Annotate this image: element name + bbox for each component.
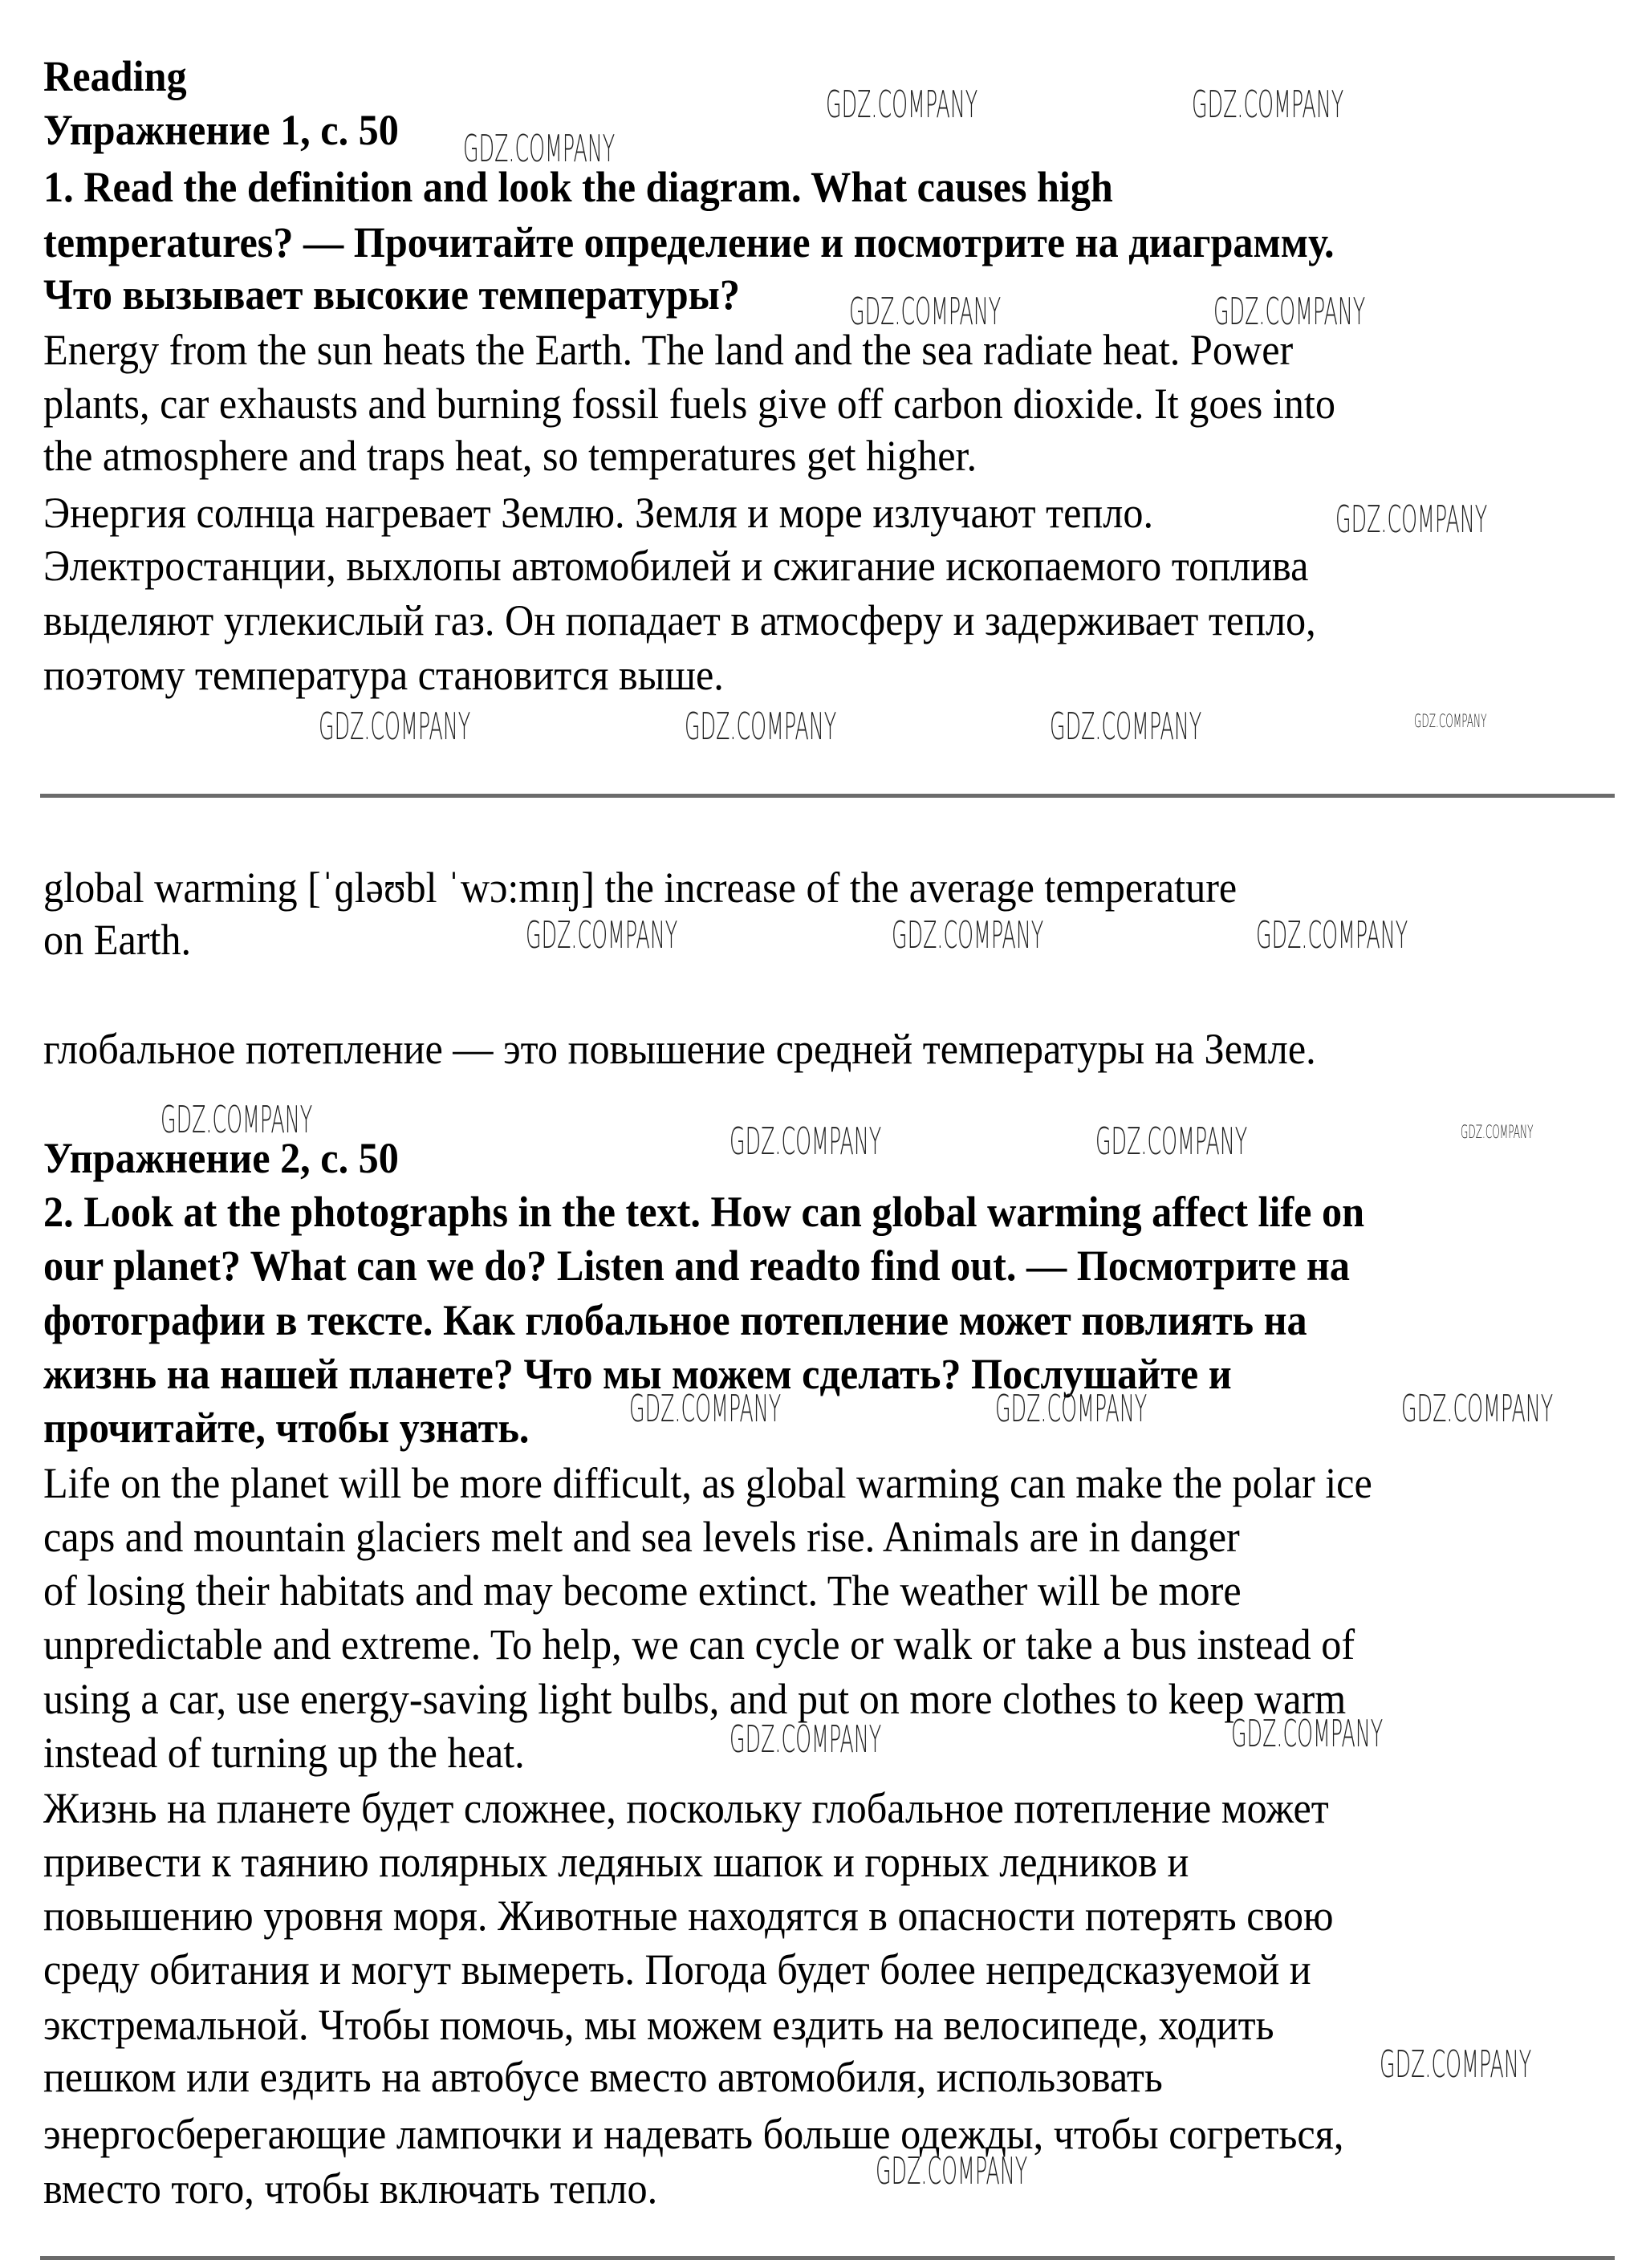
exercise-1-answer-en: the atmosphere and traps heat, so temperatures get higher.: [43, 432, 977, 480]
watermark: GDZ.COMPANY: [876, 2149, 1028, 2193]
exercise-2-task: 2. Look at the photographs in the text. How can global warming affect life on: [43, 1188, 1365, 1236]
exercise-1-answer-en: Energy from the sun heats the Earth. The land and the sea radiate heat. Power: [43, 326, 1294, 374]
watermark: GDZ.COMPANY: [849, 290, 1002, 333]
exercise-2-answer-en: using a car, use energy-saving light bulbs, and put on more clothes to keep warm: [43, 1675, 1347, 1723]
exercise-2-answer-en: instead of turning up the heat.: [43, 1729, 525, 1777]
watermark: GDZ.COMPANY: [1414, 712, 1487, 732]
watermark: GDZ.COMPANY: [463, 127, 616, 170]
exercise-2-answer-en: unpredictable and extreme. To help, we can cycle or walk or take a bus instead of: [43, 1620, 1355, 1668]
exercise-1-answer-ru: выделяют углекислый газ. Он попадает в атмосферу и задерживает тепло,: [43, 596, 1316, 644]
watermark: GDZ.COMPANY: [1380, 2042, 1532, 2086]
watermark: GDZ.COMPANY: [161, 1098, 313, 1141]
watermark: GDZ.COMPANY: [1050, 705, 1202, 748]
exercise-1-task: Что вызывает высокие температуры?: [43, 270, 740, 319]
watermark: GDZ.COMPANY: [730, 1717, 882, 1761]
exercise-2-answer-ru: привести к таянию полярных ледяных шапок и горных ледников и: [43, 1838, 1189, 1886]
watermark: GDZ.COMPANY: [826, 83, 978, 126]
exercise-2-answer-ru: среду обитания и могут вымереть. Погода будет более непредсказуемой и: [43, 1945, 1311, 1994]
exercise-2-task: our planet? What can we do? Listen and readto find out. — Посмотрите на: [43, 1242, 1350, 1290]
watermark: GDZ.COMPANY: [1401, 1387, 1554, 1430]
watermark: GDZ.COMPANY: [730, 1120, 882, 1163]
definition-ru: глобальное потепление — это повышение средней температуры на Земле.: [43, 1025, 1316, 1073]
exercise-1-answer-en: plants, car exhausts and burning fossil fuels give off carbon dioxide. It goes into: [43, 380, 1335, 428]
exercise-2-answer-en: caps and mountain glaciers melt and sea levels rise. Animals are in danger: [43, 1513, 1240, 1561]
exercise-2-answer-ru: экстремальной. Чтобы помочь, мы можем ездить на велосипеде, ходить: [43, 2001, 1274, 2049]
exercise-2-answer-ru: вместо того, чтобы включать тепло.: [43, 2164, 658, 2213]
watermark: GDZ.COMPANY: [1231, 1712, 1384, 1755]
watermark: GDZ.COMPANY: [629, 1387, 782, 1430]
exercise-2-task: прочитайте, чтобы узнать.: [43, 1404, 530, 1452]
watermark: GDZ.COMPANY: [1335, 498, 1488, 541]
exercise-2-answer-en: of losing their habitats and may become extinct. The weather will be more: [43, 1567, 1242, 1615]
exercise-2-answer-en: Life on the planet will be more difficult, as global warming can make the polar ice: [43, 1459, 1372, 1507]
exercise-2-answer-ru: повышению уровня моря. Животные находятся в опасности потерять свою: [43, 1892, 1334, 1940]
watermark: GDZ.COMPANY: [526, 913, 678, 957]
section-heading: Reading: [43, 52, 187, 100]
exercise-2-task: фотографии в тексте. Как глобальное потепление может повлиять на: [43, 1296, 1307, 1344]
exercise-1-task: 1. Read the definition and look the diagram. What causes high: [43, 163, 1113, 211]
exercise-1-answer-ru: Электростанции, выхлопы автомобилей и сжигание ископаемого топлива: [43, 542, 1309, 590]
exercise-2-task: жизнь на нашей планете? Что мы можем сделать? Послушайте и: [43, 1350, 1232, 1398]
watermark: GDZ.COMPANY: [1095, 1120, 1248, 1163]
watermark: GDZ.COMPANY: [995, 1387, 1148, 1430]
exercise-2-answer-ru: Жизнь на планете будет сложнее, поскольку глобальное потепление может: [43, 1784, 1329, 1832]
watermark: GDZ.COMPANY: [319, 705, 471, 748]
watermark: GDZ.COMPANY: [1192, 83, 1344, 126]
exercise-2-answer-ru: пешком или ездить на автобусе вместо автомобиля, использовать: [43, 2053, 1163, 2101]
exercise-1-answer-ru: поэтому температура становится выше.: [43, 651, 724, 699]
watermark: GDZ.COMPANY: [1256, 913, 1408, 957]
exercise-1-answer-ru: Энергия солнца нагревает Землю. Земля и море излучают тепло.: [43, 489, 1154, 537]
watermark: GDZ.COMPANY: [685, 705, 837, 748]
divider: [40, 2256, 1615, 2260]
definition-en: on Earth.: [43, 916, 192, 964]
exercise-1-title: Упражнение 1, с. 50: [43, 106, 399, 154]
divider: [40, 794, 1615, 798]
definition-en: global warming [ˈɡləʊbl ˈwɔ:mɪŋ] the increase of the average temperature: [43, 864, 1238, 912]
exercise-2-title: Упражнение 2, с. 50: [43, 1134, 399, 1182]
watermark: GDZ.COMPANY: [892, 913, 1044, 957]
watermark: GDZ.COMPANY: [1213, 290, 1366, 333]
watermark: GDZ.COMPANY: [1461, 1123, 1534, 1143]
exercise-2-answer-ru: энергосберегающие лампочки и надевать больше одежды, чтобы согреться,: [43, 2110, 1344, 2158]
exercise-1-task: temperatures? — Прочитайте определение и посмотрите на диаграмму.: [43, 218, 1335, 266]
